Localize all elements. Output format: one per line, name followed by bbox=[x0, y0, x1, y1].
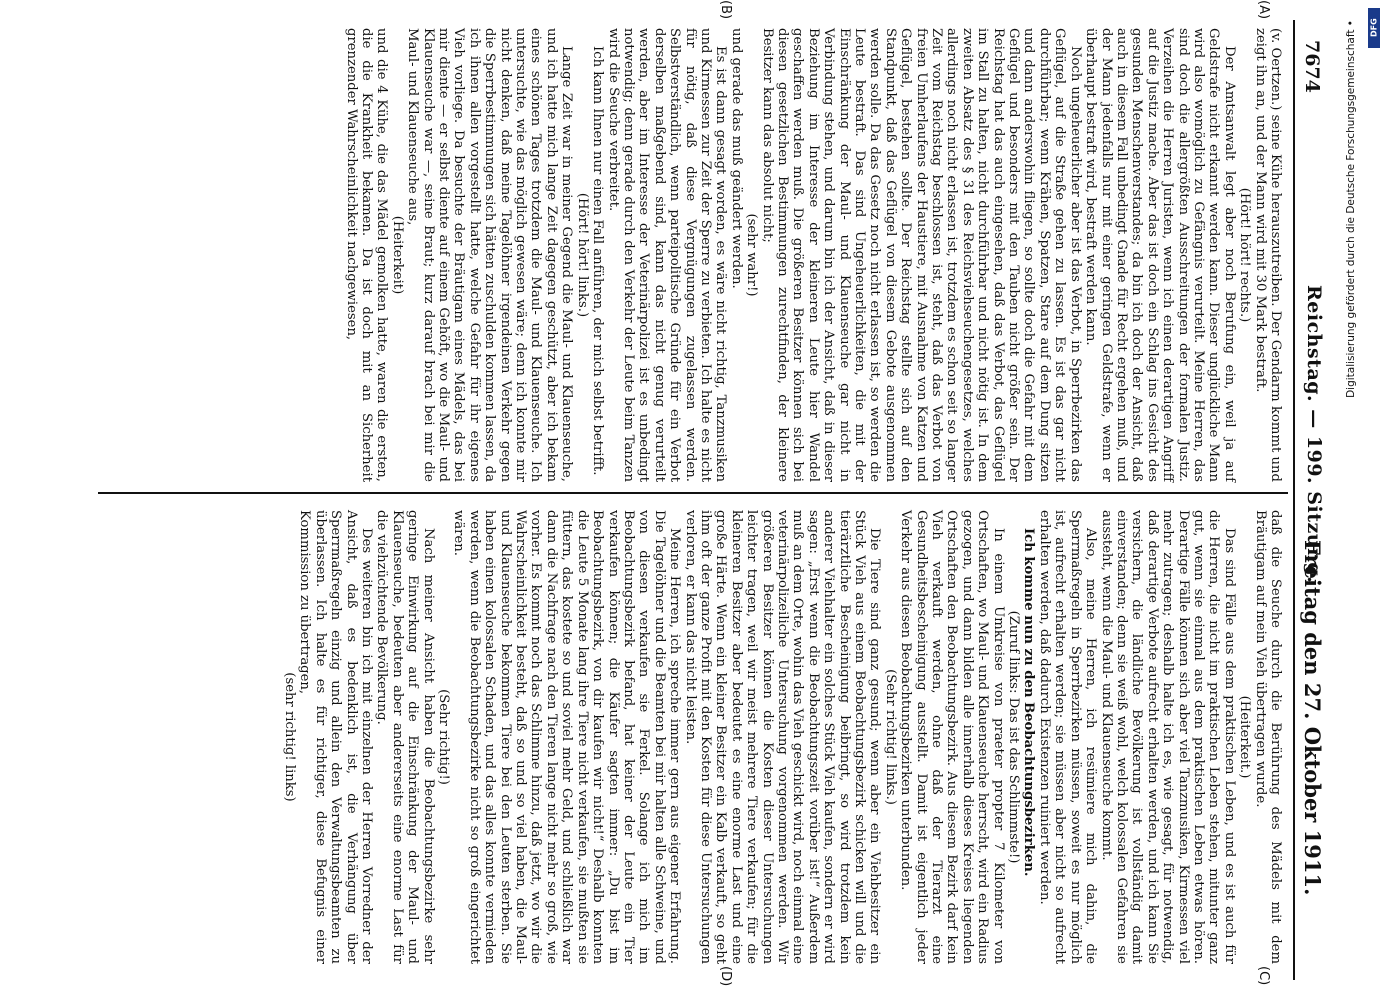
page-header bbox=[1297, 20, 1327, 980]
right-column bbox=[282, 510, 1283, 964]
left-column bbox=[343, 28, 1283, 482]
paragraph: daß die Seuche durch die Berührung des Mädels mit dem Bräutigam auf mein Vieh übertragen wurde. bbox=[1252, 510, 1283, 964]
paragraph: Noch ungeheuerlicher aber ist das Verbot, in Sperrbezirken das Geflügel, auf die Straße gehen zu lassen. Es ist das gar nicht durchführbar; wenn Krähen, Spatzen, Stare auf dem Dung sitzen und dann anderswohin fliegen, so sollte doch die Gefahr mit dem Geflügel und besonders mit den Tauben nicht größer sein. Der Reichstag hat das auch eingesehen, daß das Verbot, das Geflügel im Stall zu halten, nicht durchführbar und nicht nötig ist. In dem zweiten Absatz des § 31 des Reichsviehseuchengesetzes, welches allerdings noch nicht erlassen ist, trotzdem es schon seit so langer Zeit vom Reichstag beschlossen ist, steht, daß das Verbot von freien Umherlaufens der Haustiere, mit Ausnahme von Katzen und Geflügel, bestehen sollte. Der Reichstag stellte sich auf den Standpunkt, daß das Geflügel von diesem Gebote ausgenommen werden solle. Da das Gesetz noch nicht erlassen ist, so werden die Leute bestraft. Das sind Ungeheuerlichkeiten, die mit der Einschränkung der Maul- und Klauenseuche gar nicht in Verbindung stehen, und darum bin ich der Ansicht, daß in dieser Beziehung im Interesse der kleineren Leute hier Wandel geschaffen werden muß. Die größeren Besitzer können sich bei diesen gesetzlichen Bestimmungen zurechtfinden, der kleinere Besitzer kann das absolut nicht; bbox=[759, 28, 1083, 482]
interjection: (sehr richtig! links) bbox=[282, 672, 297, 802]
page-number: 7674 bbox=[1301, 40, 1323, 93]
dfg-logo: DFG bbox=[1368, 8, 1380, 48]
paragraph: Das sind Fälle aus dem praktischen Leben, und es ist auch für die Herren, die nicht im praktischen Leben stehen, mitunter ganz gut, wenn sie einmal aus dem praktischen Leben etwas hören. Derartige Fälle können sich aber viel Tanzmusiken, Kirmessen viel mehr zutragen; deshalb halte ich es, wie gesagt, für notwendig, daß derartige Verbote aufrecht erhalten werden, und ich kann Sie versichern, die ländliche Bevölkerung ist vollständig damit einverstanden; denn sie weiß wohl, welch kolossalen Gefahren sie aussteht, wenn die Maul- und Klauenseuche kommt. bbox=[1098, 510, 1237, 964]
paragraph: Also, meine Herren, ich resümiere mich dahin, die Sperrmaßregeln in Sperrbezirken müssen, soweit es nur möglich ist, aufrecht erhalten werden; sie müssen aber nicht so aufrecht erhalten werden, daß dadurch Existenzen ruiniert werden. bbox=[1036, 510, 1099, 964]
interjection: (sehr wahr!) bbox=[744, 213, 760, 297]
interjection: (Sehr richtig! links.) bbox=[882, 669, 898, 805]
paragraph: Nach meiner Ansicht haben die Beobachtungsbezirke sehr geringe Einwirkung auf die Einschränkung der Maul- und Klauenseuche, bedeuten aber andererseits eine enorme Last für die viehzüchtende Bevölkerung. bbox=[374, 510, 436, 964]
interjection: (Hört! hört! links.) bbox=[574, 192, 590, 318]
paragraph: Ich kann Ihnen nur einen Fall anführen, der mich selbst betrifft. bbox=[590, 46, 606, 476]
interjection: (Sehr richtig!) bbox=[436, 689, 452, 785]
margin-marker-c: (C) bbox=[1256, 966, 1271, 986]
column-divider bbox=[98, 492, 1288, 494]
session-title: Reichstag. — 199. Sitzung. bbox=[1303, 285, 1325, 584]
paragraph: Der Amtsanwalt legt aber noch Berufung ein, weil ja auf Geldstrafe nicht erkannt werden kann. Dieser unglückliche Mann wird also womöglich zu Gefängnis verurteilt. Meine Herren, das sind doch die allergrößten Ausschreitungen der formalen Justiz. Verzeihen die Herren Juristen, wenn ich einen derartigen Angriff auf die Justiz mache. Aber das ist doch ein Schlag ins Gesicht des gesunden Menschenverstandes; da bin ich doch der Ansicht, daß auch in diesem Fall unbedingt Gnade für Recht ergehen muß, und der Mann jedenfalls nur mit einer geringen Geldstrafe, wenn er überhaupt bestraft wird, bestraft werden kann. bbox=[1083, 28, 1237, 482]
interjection: (Hört! hört! rechts.) bbox=[1237, 187, 1253, 323]
paragraph: und gerade das muß geändert werden. bbox=[728, 28, 744, 289]
paragraph: Es ist dann gesagt worden, es wäre nicht richtig, Tanzmusiken und Kirmessen zur Zeit der Sperre zu verbieten. Ich halte es nicht für nötig, daß diese Vergnügungen zugelassen werden. Selbstverständlich, wenn parteipolitische Gründe für ein Verbot derselben maßgebend sind, kann das nicht genug verurteilt werden, aber im Interesse der Veterinärpolizei ist es unbedingt notwendig; denn gerade durch den Verkehr der Leute beim Tanzen wird die Seuche verbreitet. bbox=[605, 28, 729, 482]
paragraph: Die Tiere sind ganz gesund; wenn aber ein Viehbesitzer ein Stück Vieh aus einem Beobachtungsbezirk schicken will und die tierärztliche Bescheinigung beibringt, so wird trotzdem kein anderer Viehhalter ein solches Stück Vieh kaufen, sondern er wird sagen: „Erst wenn die Beobachtungszeit vorüber ist!“ Außerdem muß an dem Orte, wohin das Vieh geschickt wird, noch einmal eine veterinärpolizeiliche Untersuchung vorgenommen werden. Wir größeren Besitzer können die Kosten dieser Untersuchungen leichter tragen, weil wir meist mehrere Tiere verkaufen; für die kleineren Besitzer aber bedeutet es eine enorme Last und eine große Härte. Wenn ein kleiner Besitzer ein Kalb verkauft, so geht ihm oft der ganze Profit mit den Kosten für diese Untersuchungen verloren, er kann das nicht leisten. bbox=[682, 510, 883, 964]
margin-marker-b: (B) bbox=[718, 0, 733, 20]
header-rule bbox=[1293, 20, 1295, 980]
margin-marker-a: (A) bbox=[1256, 0, 1271, 20]
session-date: Freitag den 27. Oktober 1911. bbox=[1300, 540, 1325, 896]
digitization-credit: Digitalisierung gefördert durch die Deutsche Forschungsgemeinschaft • bbox=[1345, 20, 1357, 398]
interjection: (Heiterkeit.) bbox=[1237, 695, 1253, 779]
margin-marker-d: (D) bbox=[718, 966, 733, 987]
paragraph: Lange Zeit war in meiner Gegend die Maul- und Klauenseuche, und ich hatte mich lange Zeit dagegen geschützt, aber ich bekam eines schönen Tages trotzdem die Maul- und Klauenseuche. Ich untersuchte, wie das möglich gewesen wäre; denn ich konnte mir nicht denken, daß meine Tagelöhner irgendeinen Verkehr gegen die Sperrbestimmungen sich hätten zuschulden kommen lassen, da ich ihnen allen vorgestellt hatte, welche Gefahr für ihr eigenes Vieh vorliege. Da besuchte der Bräutigam eines Mädels, das bei mir diente — er selbst diente auf einem Gehöft, wo die Maul- und Klauenseuche war —, seine Braut; kurz darauf brach bei mir die Maul- und Klauenseuche aus, bbox=[405, 28, 575, 482]
interjection: (Heiterkeit) bbox=[389, 215, 405, 295]
section-heading: Ich komme nun zu den Beobachtungsbezirken. bbox=[1021, 528, 1037, 877]
paragraph: und die 4 Kühe, die das Mädel gemolken hatte, waren die ersten, die die Krankheit bekamen. Da ist doch mit an Sicherheit grenzender Wahrscheinlichkeit nachgewiesen, bbox=[343, 28, 390, 482]
interjection: (Zuruf links: Das ist das Schlimmste!) bbox=[1006, 610, 1022, 864]
paragraph: Meine Herren, ich spreche immer gern aus eigener Erfahrung. Die Tagelöhner und die Beamten bei mir halten alle Schweine, und von diesen verkaufen sie Ferkel. Solange ich mich im Beobachtungsbezirk befand, hat keiner der Leute ein Tier verkaufen können; die Käufer sagten immer: „Du bist im Beobachtungsbezirk, von dir kaufen wir nicht!“ Deshalb konnten die Leute 5 Monate lang ihre Tiere nicht verkaufen, sie mußten sie füttern, das kostete so und soviel mehr Geld, und schließlich war dann die Nachfrage nach den Tieren lange nicht mehr so groß, wie vorher. Es kommt noch das Schlimme hinzu, daß jetzt, wo wir die Wahrscheinlichkeit besteht, daß so und so viel haben, die Maul- und Klauenseuche bekommen Tiere bei den Leuten sterben. Sie haben einen kolossalen Schaden, und das alles konnte vermieden werden, wenn die Beobachtungsbezirke nicht so groß eingerichtet wären. bbox=[451, 510, 683, 964]
paragraph: (v. Oertzen.) seine Kühe herauszutreiben. Der Gendarm kommt und zeigt ihn an, und der Mann wird mit 30 Mark bestraft. bbox=[1252, 28, 1283, 482]
paragraph: Des weiteren bin ich mit einzelnen der Herren Vorredner der Ansicht, daß es bedenklich ist, die Verhängung über Sperrmaßregeln einzig und allein den Verwaltungsbeamten zu überlassen. Ich halte es für richtiger, diese Befugnis einer Kommission zu übertragen, bbox=[297, 510, 375, 964]
paragraph: In einem Umkreise von praeter propter 7 Kilometer von Ortschaften, wo Maul- und Klauenseuche herrscht, wird ein Radius gezogen, und dann bilden alle innerhalb dieses Kreises liegenden Ortschaften den Beobachtungsbezirk. Aus diesem Bezirk darf kein Vieh verkauft werden, ohne daß der Tierarzt eine Gesundheitsbescheinigung ausstellt. Damit ist eigentlich jeder Verkehr aus diesen Beobachtungsbezirken unterbunden. bbox=[898, 510, 1006, 964]
